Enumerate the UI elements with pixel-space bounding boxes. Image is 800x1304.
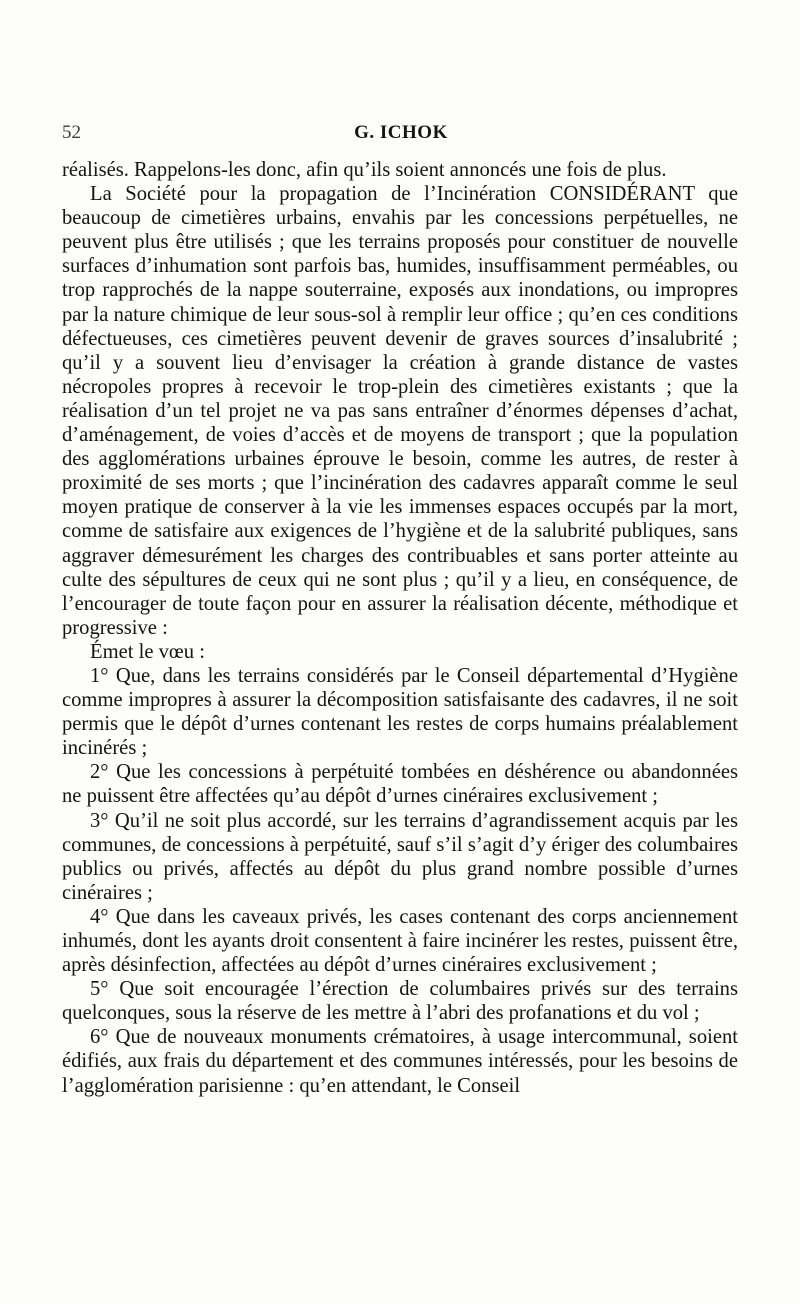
paragraph-emet-le-voeu: Émet le vœu :	[90, 640, 205, 663]
body-text	[62, 158, 738, 1098]
page-header	[62, 122, 740, 152]
paragraph-item-5: 5° Que soit encouragée l’érection de columbaires privés sur des terrains quelconques, sous la réserve de les mettre à l’abri des profanations et du vol ;	[62, 978, 738, 1025]
paragraph-item-1: 1° Que, dans les terrains considérés par le Conseil départemental d’Hygiène comme impropres à assurer la décomposition satisfaisante des cadavres, il ne soit permis que le dépôt d’urnes contenant les restes de corps humains préalablement incinérés ;	[62, 664, 738, 760]
running-head: G. ICHOK	[354, 122, 448, 143]
paragraph-item-2: 2° Que les concessions à perpétuité tombées en déshérence ou abandonnées ne puissent être affectées qu’au dépôt d’urnes cinéraires exclusivement ;	[62, 761, 738, 808]
paragraph-item-6: 6° Que de nouveaux monuments crématoires, à usage intercommunal, soient édifiés, aux frais du département et des communes intéressés, pour les besoins de l’agglomération parisienne : qu’en attendant, le Conseil	[62, 1026, 738, 1097]
page-number: 52	[62, 122, 81, 143]
paragraph-item-4: 4° Que dans les caveaux privés, les cases contenant des corps anciennement inhumés, dont les ayants droit consentent à faire incinérer les restes, puissent être, après désinfection, affectées au dépôt d’urnes cinéraires exclusivement ;	[62, 905, 738, 977]
paragraph-continuation: réalisés. Rappelons-les donc, afin qu’ils soient annoncés une fois de plus.	[62, 159, 667, 181]
paragraph-considerant: La Société pour la propagation de l’Incinération CONSIDÉRANT que beaucoup de cimetières urbains, envahis par les concessions perpétuelles, ne peuvent plus être utilisés ; que les terrains proposés pour constituer de nouvelle surfaces d’inhumation sont parfois bas, humides, insuffisamment perméables, ou trop rapprochés de la nappe souterraine, exposés aux inondations, ou impropres par la nature chimique de leur sous-sol à remplir leur office ; qu’en ces conditions défectueuses, ces cimetières peuvent devenir de graves sources d’insalubrité ; qu’il y a souvent lieu d’envisager la création à grande distance de vastes nécropoles propres à recevoir le trop-plein des cimetières existants ; que la réalisation d’un tel projet ne va pas sans entraîner d’énormes dépenses d’achat, d’aménagement, de voies d’accès et de moyens de transport ; que la population des agglomérations urbaines éprouve le besoin, comme les autres, de rester à proximité de ses morts ; que l’incinération des cadavres apparaît comme le seul moyen pratique de conserver à la vie les immenses espaces occupés par la mort, comme de satisfaire aux exigences de l’hygiène et de la salubrité publiques, sans aggraver démesurément les charges des contribuables et sans porter atteinte au culte des sépultures de ceux qui ne sont plus ; qu’il y a lieu, en conséquence, de l’encourager de toute façon pour en assurer la réalisation décente, méthodique et progressive :	[62, 183, 738, 639]
paragraph-item-3: 3° Qu’il ne soit plus accordé, sur les terrains d’agrandissement acquis par les communes, de concessions à perpétuité, sauf s’il s’agit d’y ériger des columbaires publics ou privés, affectés au dépôt du plus grand nombre possible d’urnes cinéraires ;	[62, 809, 738, 904]
